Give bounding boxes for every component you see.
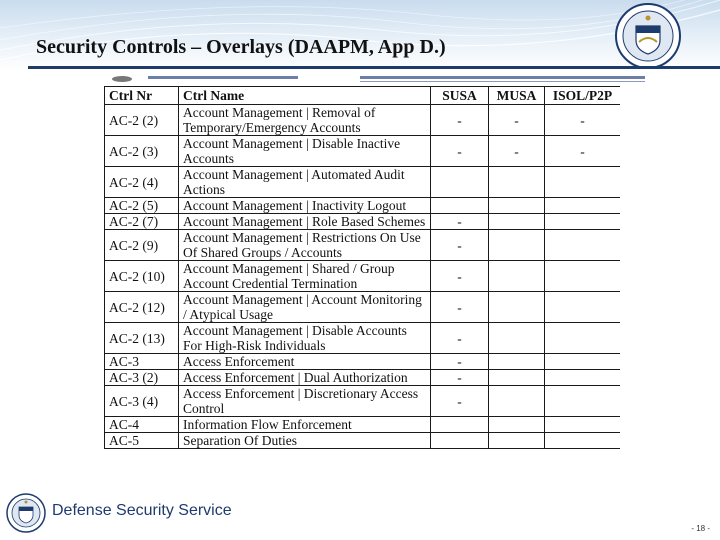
ctrl-nr-cell: AC-3 xyxy=(105,354,179,370)
susa-cell: - xyxy=(431,261,489,292)
isol-cell xyxy=(545,370,621,386)
table-row xyxy=(105,417,621,433)
ctrl-nr-cell: AC-5 xyxy=(105,433,179,449)
table-header-row xyxy=(105,87,621,105)
header-isol-p2p: ISOL/P2P xyxy=(545,87,621,105)
susa-cell xyxy=(431,167,489,198)
table-row xyxy=(105,230,621,261)
ctrl-nr-cell: AC-2 (4) xyxy=(105,167,179,198)
isol-cell xyxy=(545,386,621,417)
footer-brand-name: Defense Security Service xyxy=(52,502,232,519)
ctrl-nr-cell: AC-2 (3) xyxy=(105,136,179,167)
musa-cell xyxy=(489,417,545,433)
musa-cell xyxy=(489,214,545,230)
susa-cell: - xyxy=(431,230,489,261)
musa-cell xyxy=(489,386,545,417)
ctrl-nr-cell: AC-2 (10) xyxy=(105,261,179,292)
musa-cell xyxy=(489,354,545,370)
page-title: Security Controls – Overlays (DAAPM, App D.) xyxy=(36,36,446,58)
table-row xyxy=(105,370,621,386)
isol-cell xyxy=(545,433,621,449)
header-ctrl-nr: Ctrl Nr xyxy=(105,87,179,105)
table-row xyxy=(105,167,621,198)
isol-cell xyxy=(545,354,621,370)
susa-cell: - xyxy=(431,370,489,386)
header-decoration xyxy=(0,0,720,70)
susa-cell: - xyxy=(431,136,489,167)
ctrl-name-cell: Account Management | Inactivity Logout xyxy=(179,198,431,214)
musa-cell: - xyxy=(489,136,545,167)
ctrl-name-cell: Account Management | Disable Accounts For High-Risk Individuals xyxy=(179,323,431,354)
ctrl-nr-cell: AC-2 (12) xyxy=(105,292,179,323)
ctrl-nr-cell: AC-2 (5) xyxy=(105,198,179,214)
dss-seal-logo xyxy=(614,2,682,70)
table-row xyxy=(105,354,621,370)
musa-cell xyxy=(489,261,545,292)
ctrl-nr-cell: AC-2 (7) xyxy=(105,214,179,230)
table-row xyxy=(105,323,621,354)
header-divider xyxy=(28,66,720,69)
table-row xyxy=(105,136,621,167)
ctrl-nr-cell: AC-2 (13) xyxy=(105,323,179,354)
ctrl-name-cell: Account Management | Restrictions On Use Of Shared Groups / Accounts xyxy=(179,230,431,261)
ctrl-nr-cell: AC-2 (9) xyxy=(105,230,179,261)
ctrl-name-cell: Access Enforcement | Dual Authorization xyxy=(179,370,431,386)
overlay-controls-table xyxy=(104,86,620,449)
ctrl-name-cell: Account Management | Disable Inactive Accounts xyxy=(179,136,431,167)
susa-cell: - xyxy=(431,105,489,136)
table-row xyxy=(105,105,621,136)
table-row xyxy=(105,386,621,417)
ctrl-nr-cell: AC-4 xyxy=(105,417,179,433)
susa-cell: - xyxy=(431,386,489,417)
header-susa: SUSA xyxy=(431,87,489,105)
ctrl-name-cell: Account Management | Removal of Temporary/Emergency Accounts xyxy=(179,105,431,136)
page-number: - 18 - xyxy=(691,524,710,533)
musa-cell xyxy=(489,198,545,214)
musa-cell xyxy=(489,323,545,354)
musa-cell xyxy=(489,292,545,323)
isol-cell xyxy=(545,261,621,292)
isol-cell xyxy=(545,230,621,261)
isol-cell xyxy=(545,214,621,230)
isol-cell xyxy=(545,417,621,433)
ctrl-name-cell: Access Enforcement xyxy=(179,354,431,370)
table-row xyxy=(105,433,621,449)
isol-cell: - xyxy=(545,136,621,167)
controls-table-wrapper xyxy=(104,86,620,484)
slide-header xyxy=(0,0,720,70)
susa-cell xyxy=(431,417,489,433)
musa-cell xyxy=(489,167,545,198)
dss-footer-seal-logo xyxy=(6,493,46,533)
susa-cell: - xyxy=(431,214,489,230)
isol-cell xyxy=(545,198,621,214)
document-header-strip xyxy=(110,72,650,84)
table-row xyxy=(105,292,621,323)
isol-cell xyxy=(545,167,621,198)
susa-cell xyxy=(431,433,489,449)
musa-cell xyxy=(489,433,545,449)
isol-cell xyxy=(545,292,621,323)
ctrl-name-cell: Information Flow Enforcement xyxy=(179,417,431,433)
table-row xyxy=(105,198,621,214)
table-row xyxy=(105,261,621,292)
header-ctrl-name: Ctrl Name xyxy=(179,87,431,105)
isol-cell: - xyxy=(545,105,621,136)
musa-cell xyxy=(489,370,545,386)
ctrl-name-cell: Account Management | Role Based Schemes xyxy=(179,214,431,230)
table-row xyxy=(105,214,621,230)
isol-cell xyxy=(545,323,621,354)
header-musa: MUSA xyxy=(489,87,545,105)
ctrl-nr-cell: AC-3 (4) xyxy=(105,386,179,417)
ctrl-name-cell: Account Management | Automated Audit Actions xyxy=(179,167,431,198)
susa-cell: - xyxy=(431,292,489,323)
susa-cell xyxy=(431,198,489,214)
musa-cell xyxy=(489,230,545,261)
ctrl-nr-cell: AC-3 (2) xyxy=(105,370,179,386)
musa-cell: - xyxy=(489,105,545,136)
ctrl-name-cell: Account Management | Shared / Group Account Credential Termination xyxy=(179,261,431,292)
ctrl-name-cell: Access Enforcement | Discretionary Access Control xyxy=(179,386,431,417)
susa-cell: - xyxy=(431,323,489,354)
ctrl-name-cell: Separation Of Duties xyxy=(179,433,431,449)
ctrl-name-cell: Account Management | Account Monitoring / Atypical Usage xyxy=(179,292,431,323)
susa-cell: - xyxy=(431,354,489,370)
ctrl-nr-cell: AC-2 (2) xyxy=(105,105,179,136)
